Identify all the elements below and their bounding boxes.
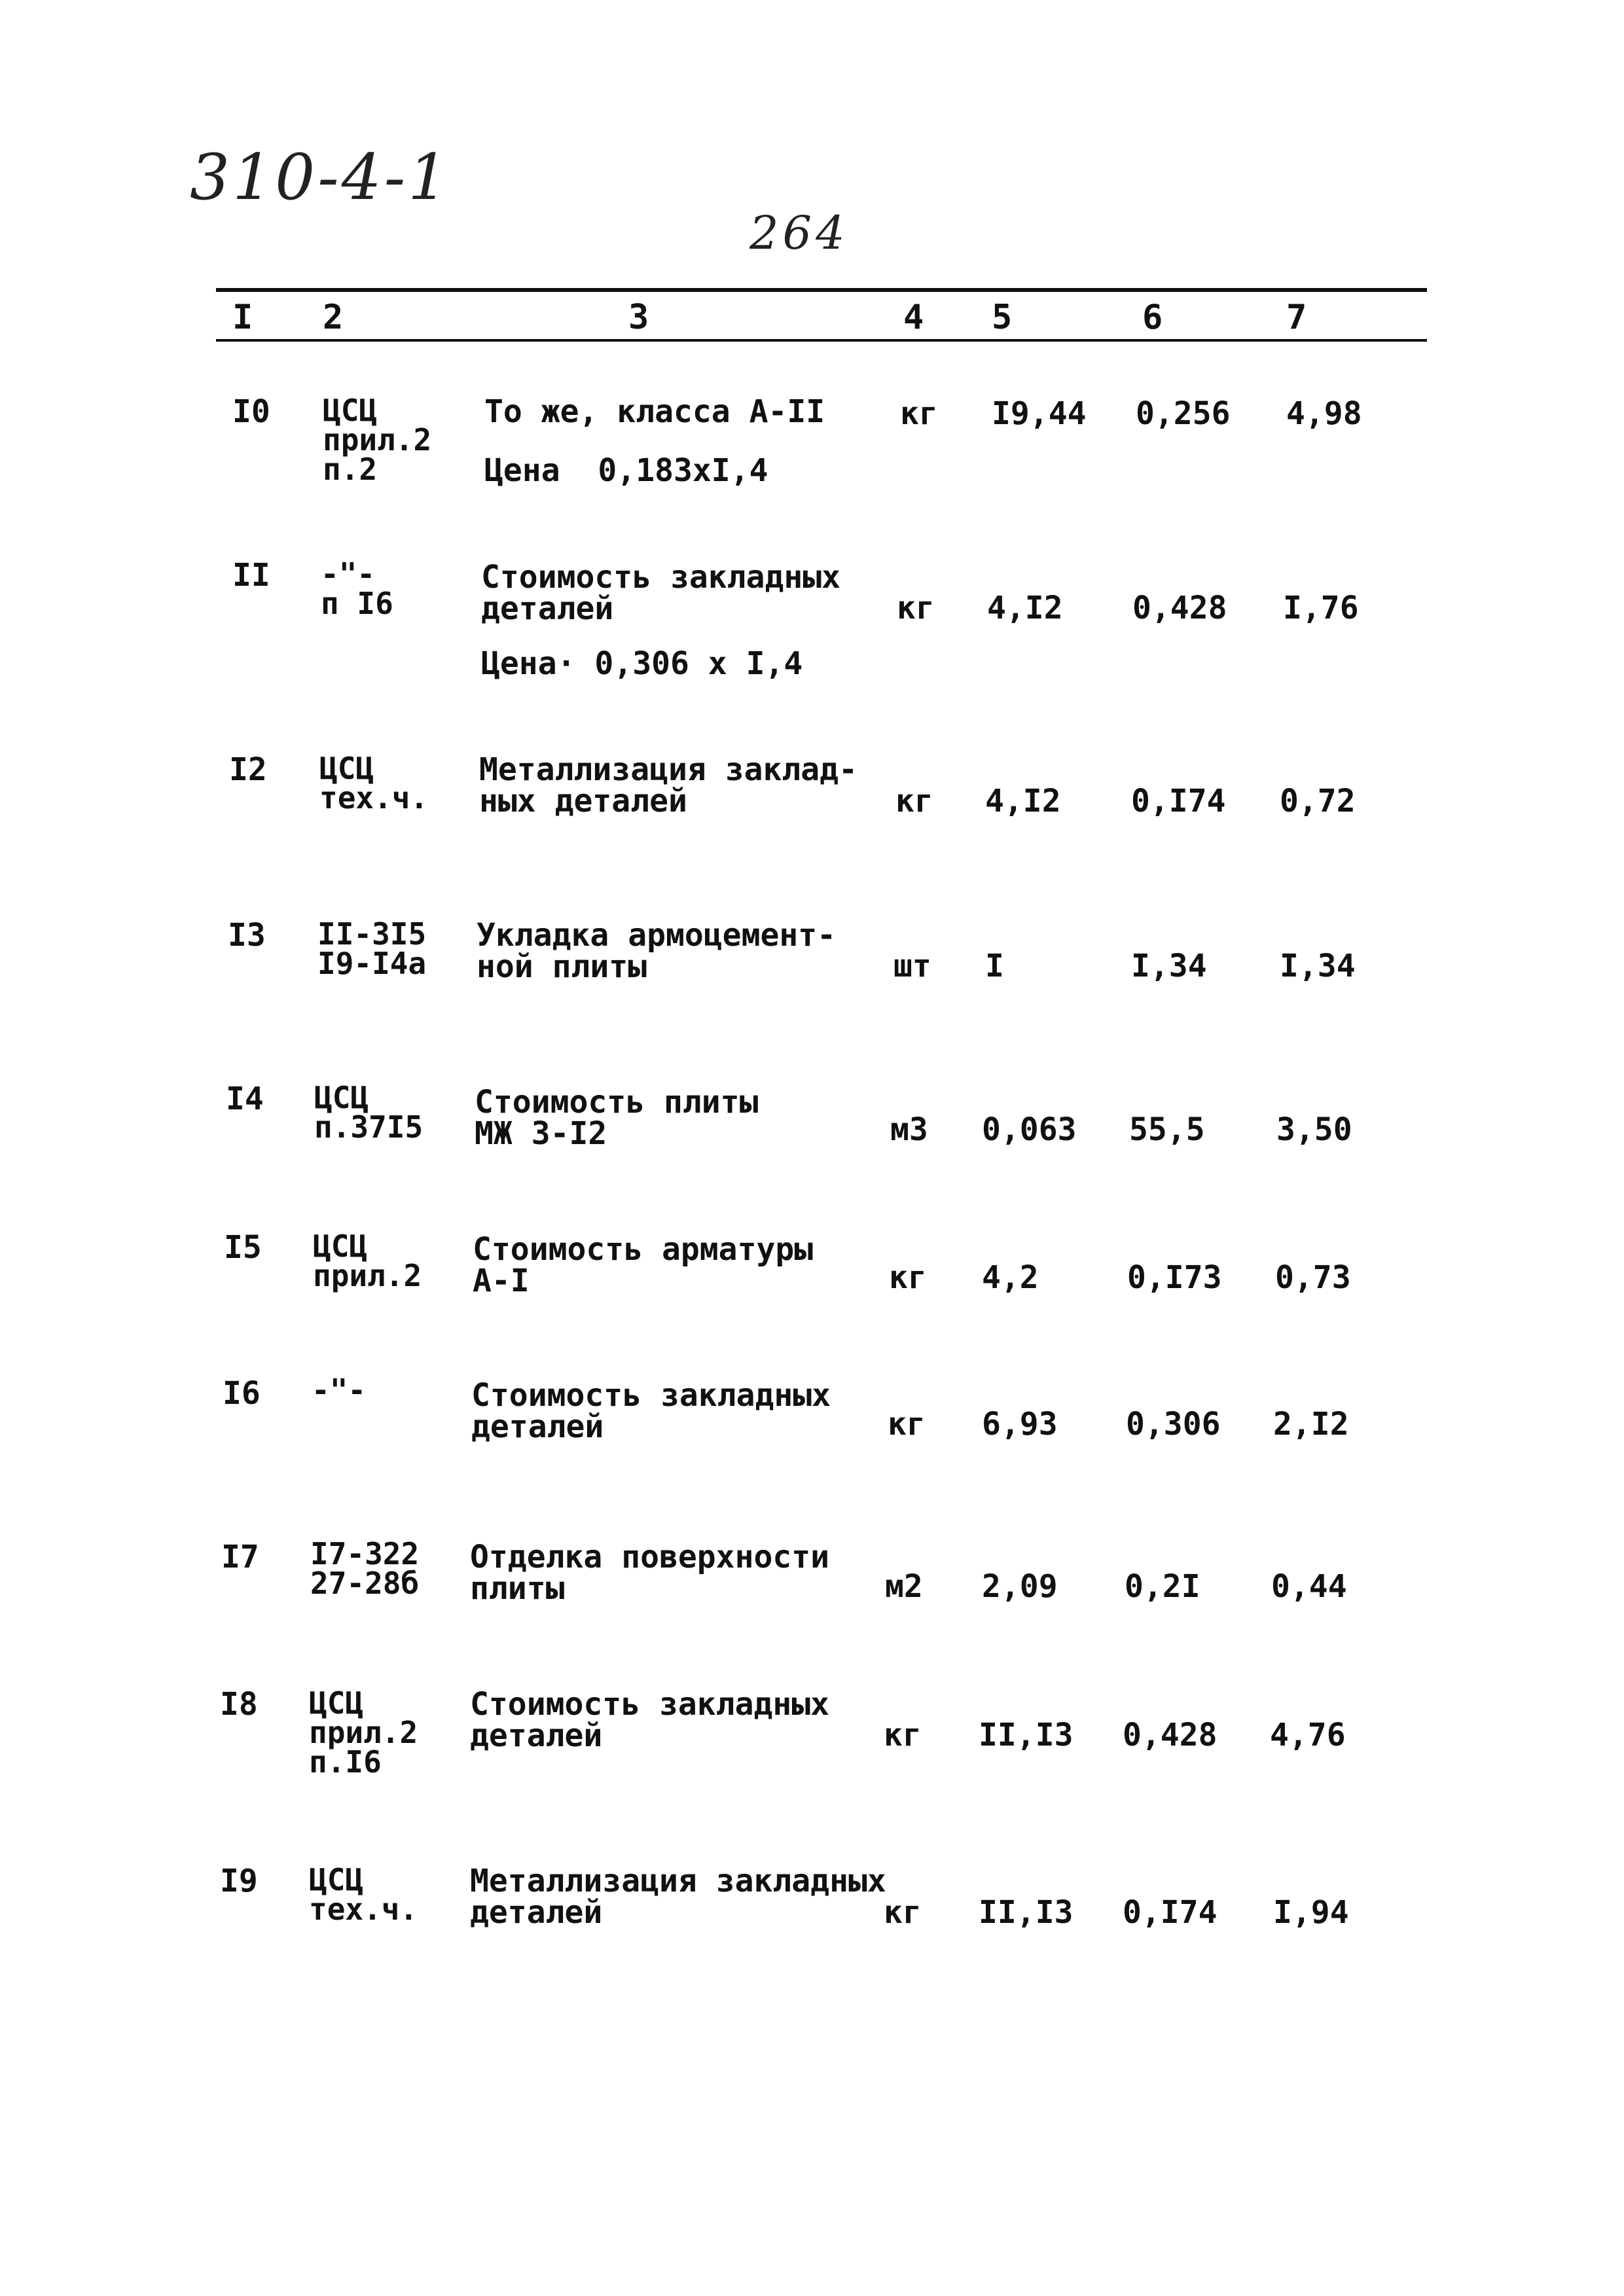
row-no: I3: [228, 917, 266, 954]
header-col-4: 4: [903, 298, 924, 337]
row-ref: -"-: [312, 1372, 367, 1408]
header-col-1: I: [232, 298, 253, 337]
row-no: II: [232, 557, 270, 594]
row-ref: -"- п I6: [321, 556, 393, 622]
row-unit: кг: [889, 1259, 927, 1296]
row-desc: Стоимость закладных деталей: [471, 1377, 831, 1445]
row-price: 0,I74: [1123, 1894, 1218, 1931]
row-no: I4: [226, 1081, 264, 1117]
row-qty: I9,44: [992, 395, 1087, 432]
row-unit: кг: [895, 783, 933, 819]
row-ref: ЦСЦ прил.2: [313, 1229, 422, 1294]
row-total: 4,76: [1270, 1717, 1346, 1753]
row-unit: кг: [888, 1406, 926, 1443]
page-number: 264: [749, 206, 849, 260]
row-unit: кг: [884, 1717, 922, 1753]
row-desc-price: Цена 0,183xI,4: [484, 452, 768, 489]
row-price: 0,2I: [1125, 1568, 1200, 1605]
row-price: 0,256: [1136, 395, 1231, 432]
header-col-7: 7: [1286, 298, 1307, 337]
row-desc: Металлизация закладных деталей: [470, 1863, 886, 1931]
row-desc: Стоимость закладных деталей: [470, 1686, 830, 1754]
row-total: 0,72: [1280, 783, 1356, 819]
row-qty: 2,09: [982, 1568, 1058, 1605]
row-price: 0,306: [1126, 1406, 1221, 1443]
row-desc: Стоимость арматуры А-I: [473, 1231, 814, 1299]
row-qty: II,I3: [979, 1717, 1074, 1753]
header-col-3: 3: [628, 298, 649, 337]
row-no: I5: [224, 1229, 262, 1266]
row-total: 0,44: [1271, 1568, 1347, 1605]
row-price: 0,428: [1123, 1717, 1218, 1753]
row-desc: Металлизация заклад- ных деталей: [479, 751, 857, 819]
row-qty: 4,I2: [987, 590, 1063, 626]
row-price: 55,5: [1129, 1111, 1205, 1148]
row-total: I,76: [1283, 590, 1359, 626]
row-total: 4,98: [1286, 395, 1362, 432]
row-unit: кг: [884, 1894, 922, 1931]
row-desc: Укладка армоцемент- ной плиты: [477, 917, 837, 985]
row-desc: Отделка поверхности плиты: [470, 1539, 830, 1607]
row-qty: II,I3: [979, 1894, 1074, 1931]
row-no: I9: [220, 1863, 258, 1899]
header-col-2: 2: [323, 298, 344, 337]
row-qty: 4,I2: [985, 783, 1061, 819]
row-desc-price: Цена· 0,306 x I,4: [481, 645, 803, 682]
row-unit: шт: [893, 948, 931, 984]
row-ref: ЦСЦ прил.2 п.2: [323, 393, 432, 488]
table-header-rule: [216, 339, 1427, 342]
row-desc: Стоимость плиты МЖ 3-I2: [475, 1084, 759, 1152]
row-ref: ЦСЦ прил.2 п.I6: [309, 1685, 418, 1780]
row-ref: I7-322 27-28б: [310, 1536, 420, 1602]
row-unit: кг: [897, 590, 935, 626]
row-ref: ЦСЦ тех.ч.: [309, 1862, 418, 1928]
row-ref: II-3I5 I9-I4а: [317, 916, 427, 982]
row-price: 0,I74: [1131, 783, 1226, 819]
row-total: I,34: [1280, 948, 1356, 984]
row-ref: ЦСЦ тех.ч.: [319, 751, 429, 816]
row-total: I,94: [1273, 1894, 1349, 1931]
row-price: 0,428: [1132, 590, 1227, 626]
row-qty: 6,93: [982, 1406, 1058, 1443]
table-top-rule: [216, 288, 1427, 292]
row-total: 3,50: [1276, 1111, 1352, 1148]
header-col-6: 6: [1142, 298, 1163, 337]
row-no: I6: [223, 1375, 261, 1412]
header-col-5: 5: [992, 298, 1013, 337]
document-id: 310-4-1: [190, 141, 451, 214]
row-unit: кг: [900, 395, 938, 432]
row-unit: м2: [885, 1568, 923, 1605]
row-unit: м3: [890, 1111, 928, 1148]
row-total: 2,I2: [1273, 1406, 1349, 1443]
row-qty: 4,2: [982, 1259, 1039, 1296]
row-qty: I: [985, 948, 1004, 984]
row-total: 0,73: [1275, 1259, 1351, 1296]
row-no: I7: [221, 1539, 259, 1575]
row-no: I8: [220, 1686, 258, 1723]
row-price: 0,I73: [1127, 1259, 1222, 1296]
row-qty: 0,063: [982, 1111, 1077, 1148]
row-desc: Стоимость закладных деталей: [481, 559, 841, 627]
row-desc: То же, класса А-II: [484, 393, 825, 430]
row-ref: ЦСЦ п.37I5: [314, 1080, 424, 1145]
row-no: I0: [232, 393, 270, 430]
row-no: I2: [229, 751, 267, 788]
row-price: I,34: [1131, 948, 1207, 984]
